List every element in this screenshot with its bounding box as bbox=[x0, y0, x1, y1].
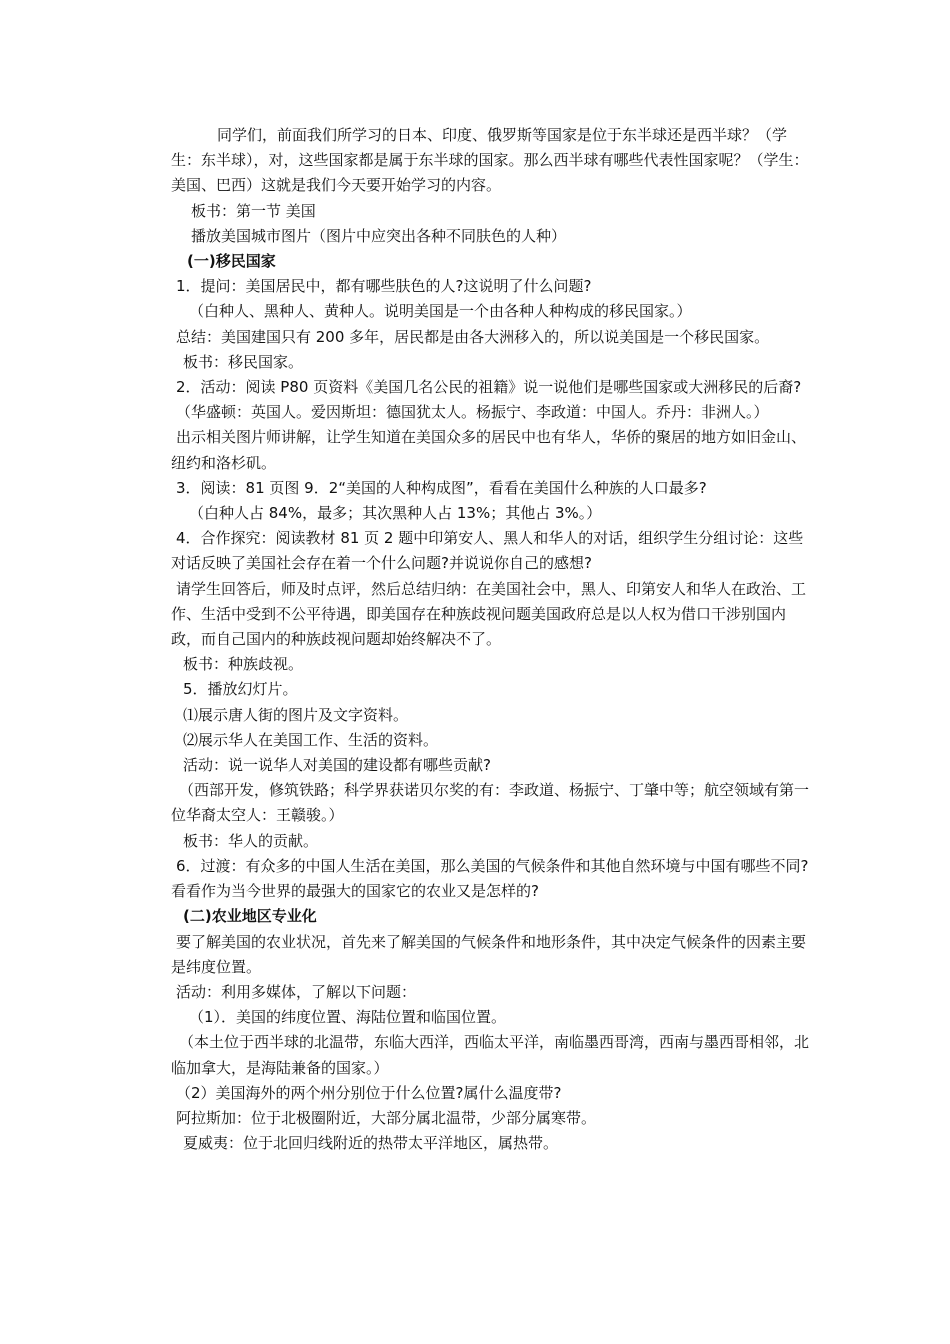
paragraph-question-1: 1．提问：美国居民中，都有哪些肤色的人?这说明了什么问题? bbox=[176, 277, 592, 296]
paragraph-answer-3: （白种人占 84%，最多；其次黑种人占 13%；其他占 3%。） bbox=[189, 504, 602, 523]
paragraph-hawaii: 夏威夷：位于北回归线附近的热带太平洋地区，属热带。 bbox=[183, 1134, 559, 1153]
paragraph-board-contribution: 板书：华人的贡献。 bbox=[183, 831, 319, 850]
paragraph-activity-contribution: 活动：说一说华人对美国的建设都有哪些贡献? bbox=[183, 756, 491, 775]
paragraph-slides-5: 5．播放幻灯片。 bbox=[183, 680, 298, 699]
paragraph-intro: 同学们，前面我们所学习的日本、印度、俄罗斯等国家是位于东半球还是西半球？（学生：东半球），对，这些国家都是属于东半球的国家。那么西半球有哪些代表性国家呢？（学生：美国、巴西）这就是我们今天要开始学习的内容。 bbox=[171, 126, 809, 195]
paragraph-agriculture-intro: 要了解美国的农业状况，首先来了解美国的气候条件和地形条件，其中决定气候条件的因素主要是纬度位置。 bbox=[171, 932, 807, 976]
paragraph-item-2: （2）美国海外的两个州分别位于什么位置?属什么温度带? bbox=[176, 1083, 562, 1102]
section-heading-immigrant-country: (一)移民国家 bbox=[187, 252, 276, 271]
paragraph-slide-chinatown: ⑴展示唐人街的图片及文字资料。 bbox=[183, 705, 409, 724]
document-body bbox=[171, 123, 809, 1156]
paragraph-activity-2: 2．活动：阅读 P80 页资料《美国几名公民的祖籍》说一说他们是哪些国家或大洲移民的后裔? bbox=[176, 378, 802, 397]
paragraph-cooperative-4: 4．合作探究：阅读教材 81 页 2 题中印第安人、黑人和华人的对话，组织学生分组讨论：这些对话反映了美国社会存在着一个什么问题?并说说你自己的感想? bbox=[171, 529, 804, 573]
paragraph-answer-contribution: （西部开发，修筑铁路；科学界获诺贝尔奖的有：李政道、杨振宁、丁肇中等；航空领域有第一位华裔太空人：王赣骏。） bbox=[171, 781, 810, 825]
paragraph-alaska: 阿拉斯加：位于北极圈附近，大部分属北温带，少部分属寒带。 bbox=[176, 1108, 597, 1127]
paragraph-reading-3: 3．阅读：81 页图 9．2“美国的人种构成图”，看看在美国什么种族的人口最多? bbox=[176, 478, 707, 497]
paragraph-board-immigrant: 板书：移民国家。 bbox=[183, 352, 304, 371]
paragraph-slide-work-life: ⑵展示华人在美国工作、生活的资料。 bbox=[183, 730, 439, 749]
section-heading-agriculture: (二)农业地区专业化 bbox=[183, 907, 317, 926]
paragraph-transition-6: 6．过渡：有众多的中国人生活在美国，那么美国的气候条件和其他自然环境与中国有哪些不同?看看作为当今世界的最强大的国家它的农业又是怎样的? bbox=[171, 856, 809, 901]
paragraph-discussion: 请学生回答后，师及时点评，然后总结归纳：在美国社会中，黑人、印第安人和华人在政治、工作、生活中受到不公平待遇，即美国存在种族歧视问题美国政府总是以人权为借口干涉别国内政，而自己国内的种族歧视问题却始终解决不了。 bbox=[171, 579, 807, 649]
paragraph-board-title: 板书：第一节 美国 bbox=[191, 201, 316, 220]
paragraph-answer-1: （白种人、黑种人、黄种人。说明美国是一个由各种人种构成的移民国家。） bbox=[189, 302, 692, 321]
paragraph-summary: 总结：美国建国只有 200 多年，居民都是由各大洲移入的，所以说美国是一个移民国家。 bbox=[176, 327, 770, 346]
paragraph-explain-chinese: 出示相关图片师讲解，让学生知道在美国众多的居民中也有华人，华侨的聚居的地方如旧金山、纽约和洛杉矶。 bbox=[171, 428, 807, 472]
paragraph-item-1: （1）．美国的纬度位置、海陆位置和临国位置。 bbox=[189, 1008, 507, 1027]
paragraph-show-pictures: 播放美国城市图片（图片中应突出各种不同肤色的人种） bbox=[191, 226, 567, 245]
paragraph-board-discrimination: 板书：种族歧视。 bbox=[183, 655, 304, 674]
paragraph-activity-multimedia: 活动：利用多媒体，了解以下问题： bbox=[176, 982, 417, 1001]
paragraph-answer-location: （本土位于西半球的北温带，东临大西洋，西临太平洋，南临墨西哥湾，西南与墨西哥相邻，北临加拿大，是海陆兼备的国家。） bbox=[171, 1033, 810, 1077]
paragraph-answer-2: （华盛顿：英国人。爱因斯坦：德国犹太人。杨振宁、李政道：中国人。乔丹：非洲人。） bbox=[176, 403, 769, 422]
